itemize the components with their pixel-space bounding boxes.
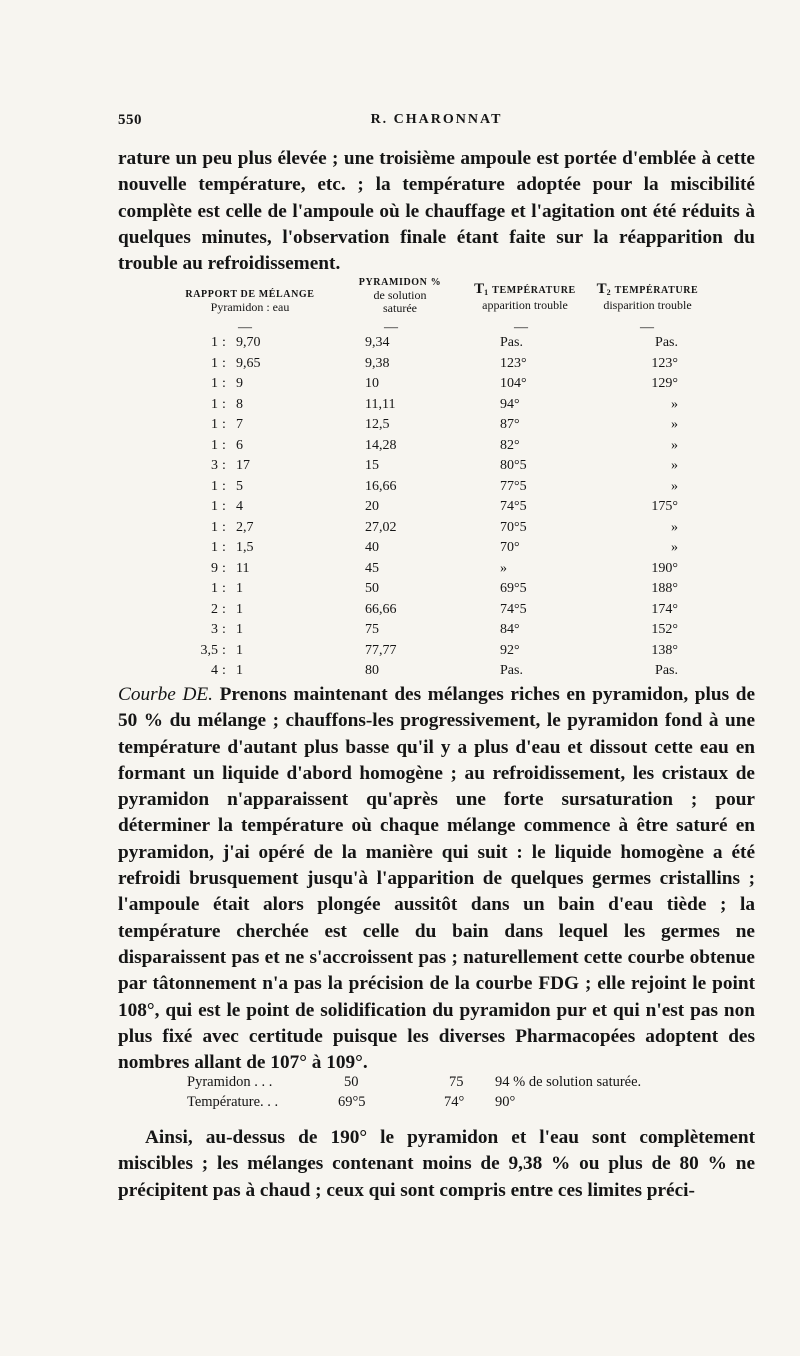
summary-label: Pyramidon . . . xyxy=(187,1074,273,1090)
ratio-pyramidon: 1 xyxy=(211,499,218,514)
t2-cell: » xyxy=(671,478,678,494)
header-pyramidon-sub2: saturée xyxy=(383,301,417,315)
t2-cell: » xyxy=(671,417,678,432)
ratio-separator: : xyxy=(222,437,226,453)
t1-cell: 70° xyxy=(500,540,520,555)
ratio-pyramidon: 1 xyxy=(211,581,218,596)
table-row xyxy=(170,458,710,480)
pyramidon-percent-cell: 50 xyxy=(365,581,379,596)
ratio-separator: : xyxy=(222,417,226,432)
running-header xyxy=(118,112,755,134)
ratio-water: 1,5 xyxy=(236,540,254,555)
t2-cell: 174° xyxy=(651,601,678,617)
header-t1 xyxy=(460,282,590,312)
t2-cell: 129° xyxy=(651,376,678,391)
ratio-separator: : xyxy=(222,478,226,494)
pyramidon-percent-cell: 9,34 xyxy=(365,335,390,350)
header-ratio-sub: Pyramidon : eau xyxy=(210,300,290,314)
ratio-water: 17 xyxy=(236,458,250,473)
t1-cell: 77°5 xyxy=(500,478,527,494)
header-ratio xyxy=(170,288,330,314)
courbe-de-body: Prenons maintenant des mélanges riches en pyramidon, plus de 50 % du mélange ; chauffons-les progressivement, le pyramidon fond à une température d'autant plus basse qu'il y a plus d'eau et dissout cette eau en formant un liquide d'abord homogène ; au refroidissement, les cristaux de pyramidon n'apparaissent qu'après une forte sursaturation ; pour déterminer la température où chaque mélange commence à être saturé en pyramidon, j'ai opéré de la manière qui suit : le liquide homogène a été refroidi brusquement jusqu'à l'apparition de quelques germes cristallins ; l'ampoule était alors plongée aussitôt dans un bain d'eau tiède ; la température cherchée est celle du bain dans lequel les germes ne disparaissent pas et ne s'accroissent pas ; naturellement cette courbe obtenue par tâtonnement n'a pas la précision de la courbe FDG ; elle rejoint le point 108°, qui est le point de solidification du pyramidon pur et qui n'est pas non plus fixé avec certitude puisque les diverses Pharmacopées adoptent des nombres allant de 107° à 109°. xyxy=(118,684,756,1074)
table-row xyxy=(170,561,710,583)
ratio-water: 2,7 xyxy=(236,519,254,535)
ratio-water: 7 xyxy=(236,417,243,432)
ratio-water: 1 xyxy=(236,601,243,617)
pyramidon-percent-cell: 12,5 xyxy=(365,417,390,432)
pyramidon-percent-cell: 66,66 xyxy=(365,601,397,617)
summary-value: 74° xyxy=(444,1094,465,1110)
ratio-separator: : xyxy=(222,601,226,617)
ratio-separator: : xyxy=(222,642,226,658)
paragraph-courbe-de-text xyxy=(118,682,755,1076)
t1-cell: 74°5 xyxy=(500,499,527,514)
ratio-water: 11 xyxy=(236,560,250,576)
summary-label: Température. . . xyxy=(187,1094,279,1110)
ratio-pyramidon: 3 xyxy=(211,458,218,473)
table-row xyxy=(170,622,710,644)
summary-value: 50 xyxy=(344,1074,359,1090)
ratio-water: 4 xyxy=(236,499,243,514)
table-row xyxy=(170,417,710,439)
paragraph-ainsi-text: Ainsi, au-dessus de 190° le pyramidon et l'eau sont complètement miscibles ; les mélanges contenant moins de 9,38 % ou plus de 80 % ne précipitent pas à chaud ; ceux qui sont compris entre ces limites préci- xyxy=(118,1127,755,1201)
ratio-water: 8 xyxy=(236,396,243,412)
header-t1-title: TEMPÉRATURE xyxy=(492,285,576,296)
ratio-separator: : xyxy=(222,581,226,596)
ratio-water: 1 xyxy=(236,642,243,658)
table-row xyxy=(170,520,710,542)
page-number: 550 xyxy=(118,112,142,128)
ratio-pyramidon: 9 xyxy=(211,560,218,576)
t2-cell: 138° xyxy=(651,642,678,658)
header-ratio-title: RAPPORT DE MÉLANGE xyxy=(185,289,315,300)
paragraph-courbe-de xyxy=(118,682,755,1076)
summary-value: 90° xyxy=(495,1094,516,1110)
ratio-water: 6 xyxy=(236,437,243,453)
t1-cell: 92° xyxy=(500,642,520,658)
t1-cell: 104° xyxy=(500,376,527,391)
table-row xyxy=(170,335,710,357)
ratio-pyramidon: 4 xyxy=(211,663,218,678)
pyramidon-percent-cell: 40 xyxy=(365,540,379,555)
t1-cell: » xyxy=(500,560,507,576)
ratio-water: 1 xyxy=(236,622,243,637)
t2-cell: Pas. xyxy=(655,335,678,350)
table-row xyxy=(170,643,710,665)
pyramidon-percent-cell: 75 xyxy=(365,622,379,637)
ratio-separator: : xyxy=(222,499,226,514)
ratio-pyramidon: 1 xyxy=(211,519,218,535)
ratio-pyramidon: 2 xyxy=(211,601,218,617)
t1-cell: 69°5 xyxy=(500,581,527,596)
t1-cell: 82° xyxy=(500,437,520,453)
paragraph-ainsi xyxy=(118,1125,755,1204)
ratio-pyramidon: 1 xyxy=(211,417,218,432)
dash-col4: — xyxy=(640,320,654,335)
t2-cell: 175° xyxy=(651,499,678,514)
pyramidon-percent-cell: 14,28 xyxy=(365,437,397,453)
ratio-water: 9 xyxy=(236,376,243,391)
t1-cell: 80°5 xyxy=(500,458,527,473)
running-author: R. CHARONNAT xyxy=(370,112,503,127)
ratio-water: 1 xyxy=(236,581,243,596)
paragraph-intro-text: rature un peu plus élevée ; une troisième ampoule est portée d'emblée à cette nouvelle température, etc. ; la température adoptée pour la miscibilité complète est celle de l'ampoule où le chauffage et l'agitation ont été réduits à quelques minutes, l'observation finale étant faite sur la réapparition du trouble au refroidissement. xyxy=(118,148,755,275)
ratio-water: 1 xyxy=(236,663,243,678)
paragraph-intro xyxy=(118,146,755,277)
ratio-separator: : xyxy=(222,540,226,555)
summary-value: 69°5 xyxy=(338,1094,366,1110)
table-row xyxy=(170,376,710,398)
ratio-water: 9,65 xyxy=(236,355,261,371)
ratio-separator: : xyxy=(222,376,226,391)
t2-cell: 190° xyxy=(651,560,678,576)
t1-cell: 84° xyxy=(500,622,520,637)
ratio-separator: : xyxy=(222,396,226,412)
summary-row-pyramidon xyxy=(187,1074,747,1094)
t1-cell: 70°5 xyxy=(500,519,527,535)
t1-cell: 94° xyxy=(500,396,520,412)
pyramidon-percent-cell: 20 xyxy=(365,499,379,514)
t2-cell: 152° xyxy=(651,622,678,637)
ratio-pyramidon: 1 xyxy=(211,478,218,494)
header-t1-sub: 1 xyxy=(484,288,489,297)
header-pyramidon-title: PYRAMIDON % xyxy=(358,277,442,288)
table-row xyxy=(170,356,710,378)
header-t1-symbol: T xyxy=(474,281,485,297)
t2-cell: » xyxy=(671,458,678,473)
header-t2-title: TEMPÉRATURE xyxy=(614,285,699,296)
ratio-pyramidon: 1 xyxy=(211,376,218,391)
ratio-pyramidon: 1 xyxy=(211,437,218,453)
ratio-water: 9,70 xyxy=(236,335,261,350)
ratio-pyramidon: 1 xyxy=(211,335,218,350)
pyramidon-percent-cell: 16,66 xyxy=(365,478,397,494)
header-t2-desc: disparition trouble xyxy=(603,298,692,312)
header-pyramidon-sub1: de solution xyxy=(373,288,427,302)
t2-cell: 123° xyxy=(651,355,678,371)
ratio-water: 5 xyxy=(236,478,243,494)
ratio-separator: : xyxy=(222,663,226,678)
ratio-separator: : xyxy=(222,458,226,473)
t1-cell: 123° xyxy=(500,355,527,371)
pyramidon-percent-cell: 9,38 xyxy=(365,355,390,371)
table-row xyxy=(170,438,710,460)
table-row xyxy=(170,602,710,624)
ratio-pyramidon: 1 xyxy=(211,540,218,555)
table-row xyxy=(170,397,710,419)
pyramidon-percent-cell: 10 xyxy=(365,376,379,391)
table-row xyxy=(170,479,710,501)
header-pyramidon xyxy=(340,276,460,315)
dash-col3: — xyxy=(514,320,528,335)
ratio-separator: : xyxy=(222,560,226,576)
courbe-de-label: Courbe DE. xyxy=(118,684,214,705)
ratio-separator: : xyxy=(222,519,226,535)
t1-cell: 87° xyxy=(500,417,520,432)
pyramidon-percent-cell: 15 xyxy=(365,458,379,473)
t1-cell: 74°5 xyxy=(500,601,527,617)
t2-cell: » xyxy=(671,540,678,555)
header-t2 xyxy=(585,282,710,312)
t2-cell: » xyxy=(671,396,678,412)
pyramidon-percent-cell: 77,77 xyxy=(365,642,397,658)
pyramidon-percent-cell: 80 xyxy=(365,663,379,678)
summary-value: 75 xyxy=(449,1074,464,1090)
t2-cell: » xyxy=(671,437,678,453)
pyramidon-percent-cell: 45 xyxy=(365,560,379,576)
dash-col1: — xyxy=(238,320,252,335)
table-row xyxy=(170,499,710,521)
header-t1-desc: apparition trouble xyxy=(482,298,568,312)
ratio-pyramidon: 1 xyxy=(211,396,218,412)
table-row xyxy=(170,540,710,562)
t1-cell: Pas. xyxy=(500,335,523,350)
pyramidon-percent-cell: 11,11 xyxy=(365,396,396,412)
ratio-pyramidon: 1 xyxy=(211,355,218,371)
t2-cell: » xyxy=(671,519,678,535)
summary-row-temperature xyxy=(187,1094,747,1114)
summary-value: 94 % de solution saturée. xyxy=(495,1074,642,1090)
pyramidon-percent-cell: 27,02 xyxy=(365,519,397,535)
ratio-separator: : xyxy=(222,622,226,637)
ratio-pyramidon: 3,5 xyxy=(200,642,218,658)
t1-cell: Pas. xyxy=(500,663,523,678)
ratio-separator: : xyxy=(222,335,226,350)
t2-cell: Pas. xyxy=(655,663,678,678)
dash-col2: — xyxy=(384,320,398,335)
ratio-separator: : xyxy=(222,355,226,371)
t2-cell: 188° xyxy=(651,581,678,596)
ratio-pyramidon: 3 xyxy=(211,622,218,637)
header-t2-symbol: T xyxy=(596,281,607,297)
header-t2-sub: 2 xyxy=(606,288,611,297)
table-row xyxy=(170,581,710,603)
